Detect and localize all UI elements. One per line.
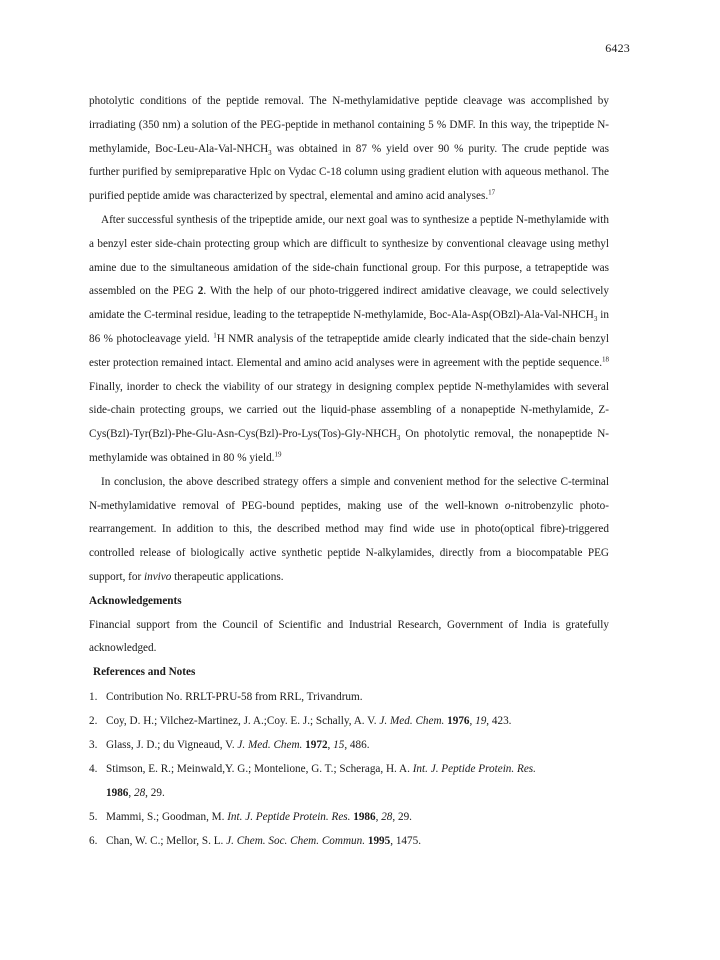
reference-item: 4. Stimson, E. R.; Meinwald,Y. G.; Montelione, G. T.; Scheraga, H. A. Int. J. Peptide Protein. Res. 1986, 28, 29. — [89, 762, 536, 799]
references-list — [89, 685, 609, 853]
citation-17: 17 — [488, 188, 496, 197]
reference-item: 5. Mammi, S.; Goodman, M. Int. J. Peptide Protein. Res. 1986, 28, 29. — [89, 810, 412, 823]
reference-item: 6. Chan, W. C.; Mellor, S. L. J. Chem. Soc. Chem. Commun. 1995, 1475. — [89, 834, 421, 847]
paragraph-3: In conclusion, the above described strategy offers a simple and convenient method for the selective C-terminal N-methylamidative removal of PEG-bound peptides, making use of the well-known o-nitrobenzylic photo-rearrangement. In addition to this, the described method may find wide use in photo(optical fibre)-triggered controlled release of biologically active synthetic peptide N-alkylamides, directly from a biocompatable PEG support, for invivo therapeutic applications. — [89, 475, 609, 583]
paragraph-1: photolytic conditions of the peptide removal. The N-methylamidative peptide cleavage was accomplished by irradiating (350 nm) a solution of the PEG-peptide in methanol containing 5 % DMF. In this way, the tripeptide N-methylamide, Boc-$Leu-Ala-Val-NHCH_3$ was obtained in 87 % yield over 90 % purity. The crude peptide was further purified by semipreparative Hplc on Vydac C-18 column using gradient elution with aqueous methanol. The purified peptide amide was characterized by spectral, elemental and amino acid analyses.$^{17}$ — [89, 95, 609, 203]
article-body — [89, 90, 609, 853]
acknowledgements-text: Financial support from the Council of Scientific and Industrial Research, Government of India is gratefully acknowledged. — [89, 618, 609, 655]
references-heading: References and Notes — [93, 666, 196, 679]
reference-item: 2. Coy, D. H.; Vilchez-Martinez, J. A.;Coy. E. J.; Schally, A. V. J. Med. Chem. 1976, 19, 423. — [89, 714, 512, 727]
page-number: 6423 — [605, 41, 630, 55]
citation-18: 18 — [602, 355, 609, 364]
reference-item: 3. Glass, J. D.; du Vigneaud, V. J. Med. Chem. 1972, 15, 486. — [89, 738, 370, 751]
acknowledgements-heading: Acknowledgements — [89, 594, 182, 607]
paragraph-2: After successful synthesis of the tripeptide amide, our next goal was to synthesize a peptide N-methylamide with a benzyl ester side-chain protecting group which are difficult to synthesize by conventional cleavage using methyl amine due to the simultaneous amidation of the side-chain functional group. For this purpose, a tetrapeptide was assembled on the PEG 2. With the help of our photo-triggered indirect amidative cleavage, we could selectively amidate the C-terminal residue, leading to the tetrapeptide N-methylamide, Boc-$Ala-Asp(OBzl)-Ala-Val-NHCH_3$ in 86 % photocleavage yield. $^1$H NMR analysis of the tetrapeptide amide clearly indicated that the side-chain benzyl ester protection remained intact. Elemental and amino acid analyses were in agreement with the peptide sequence.$^{18}$ Finally, inorder to check the viability of our strategy in designing complex peptide N-methylamides with several side-chain protecting groups, we carried out the liquid-phase assembling of a nonapeptide N-methylamide, $Z-Cys(Bzl)-Tyr(Bzl)-Phe-Glu-Asn-Cys(Bzl)-Pro-Lys(Tos)-Gly-NHCH_3$ On photolytic removal, the nonapeptide N-methylamide was obtained in 80 % yield.$^{19}$ — [89, 213, 610, 464]
reference-item: 1. Contribution No. RRLT-PRU-58 from RRL, Trivandrum. — [89, 690, 363, 703]
citation-19: 19 — [274, 450, 282, 459]
